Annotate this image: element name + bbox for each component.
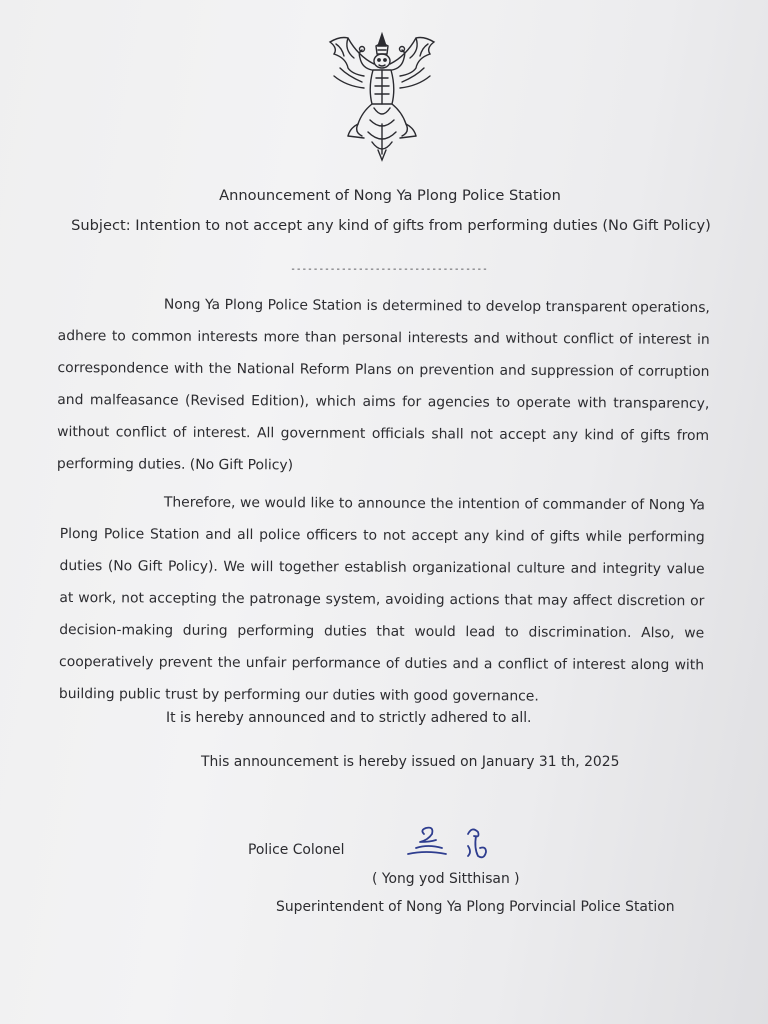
- garuda-emblem-icon: [318, 28, 446, 163]
- announcement-subject: Subject: Intention to not accept any kind of gifts from performing duties (No Gift Policy): [71, 217, 711, 234]
- handwritten-signature-icon: [402, 822, 506, 870]
- closing-statement: It is hereby announced and to strictly adhered to all.: [166, 710, 532, 726]
- separator-line: -----------------------------------: [290, 264, 488, 275]
- announcement-paragraph-2: Therefore, we would like to announce the intention of commander of Nong Ya Plong Police Station and all police officers to not accept any kind of gifts while performing duties (No Gift Policy). We will together establish organizational culture and integrity value at work, not accepting the patronage system, avoiding actions that may affect discretion or decision-making during performing duties that would lead to discrimination. Also, we cooperatively prevent the unfair performance of duties and a conflict of interest along with building public trust by performing our duties with good governance.: [58, 494, 705, 705]
- signatory-position: Superintendent of Nong Ya Plong Porvincial Police Station: [276, 899, 675, 915]
- signatory-rank: Police Colonel: [248, 842, 345, 858]
- issue-date: This announcement is hereby issued on January 31 th, 2025: [201, 754, 620, 770]
- announcement-paragraph-1: Nong Ya Plong Police Station is determined to develop transparent operations, adhere to common interests more than personal interests and without conflict of interest in correspondence with the National Reform Plans on prevention and suppression of corruption and malfeasance (Revised Edition), which aims for agencies to operate with transparency, without conflict of interest. All government officials shall not accept any kind of gifts from performing duties. (No Gift Policy): [56, 296, 710, 474]
- signatory-name: ( Yong yod Sitthisan ): [372, 871, 520, 887]
- announcement-title: Announcement of Nong Ya Plong Police Station: [219, 187, 561, 204]
